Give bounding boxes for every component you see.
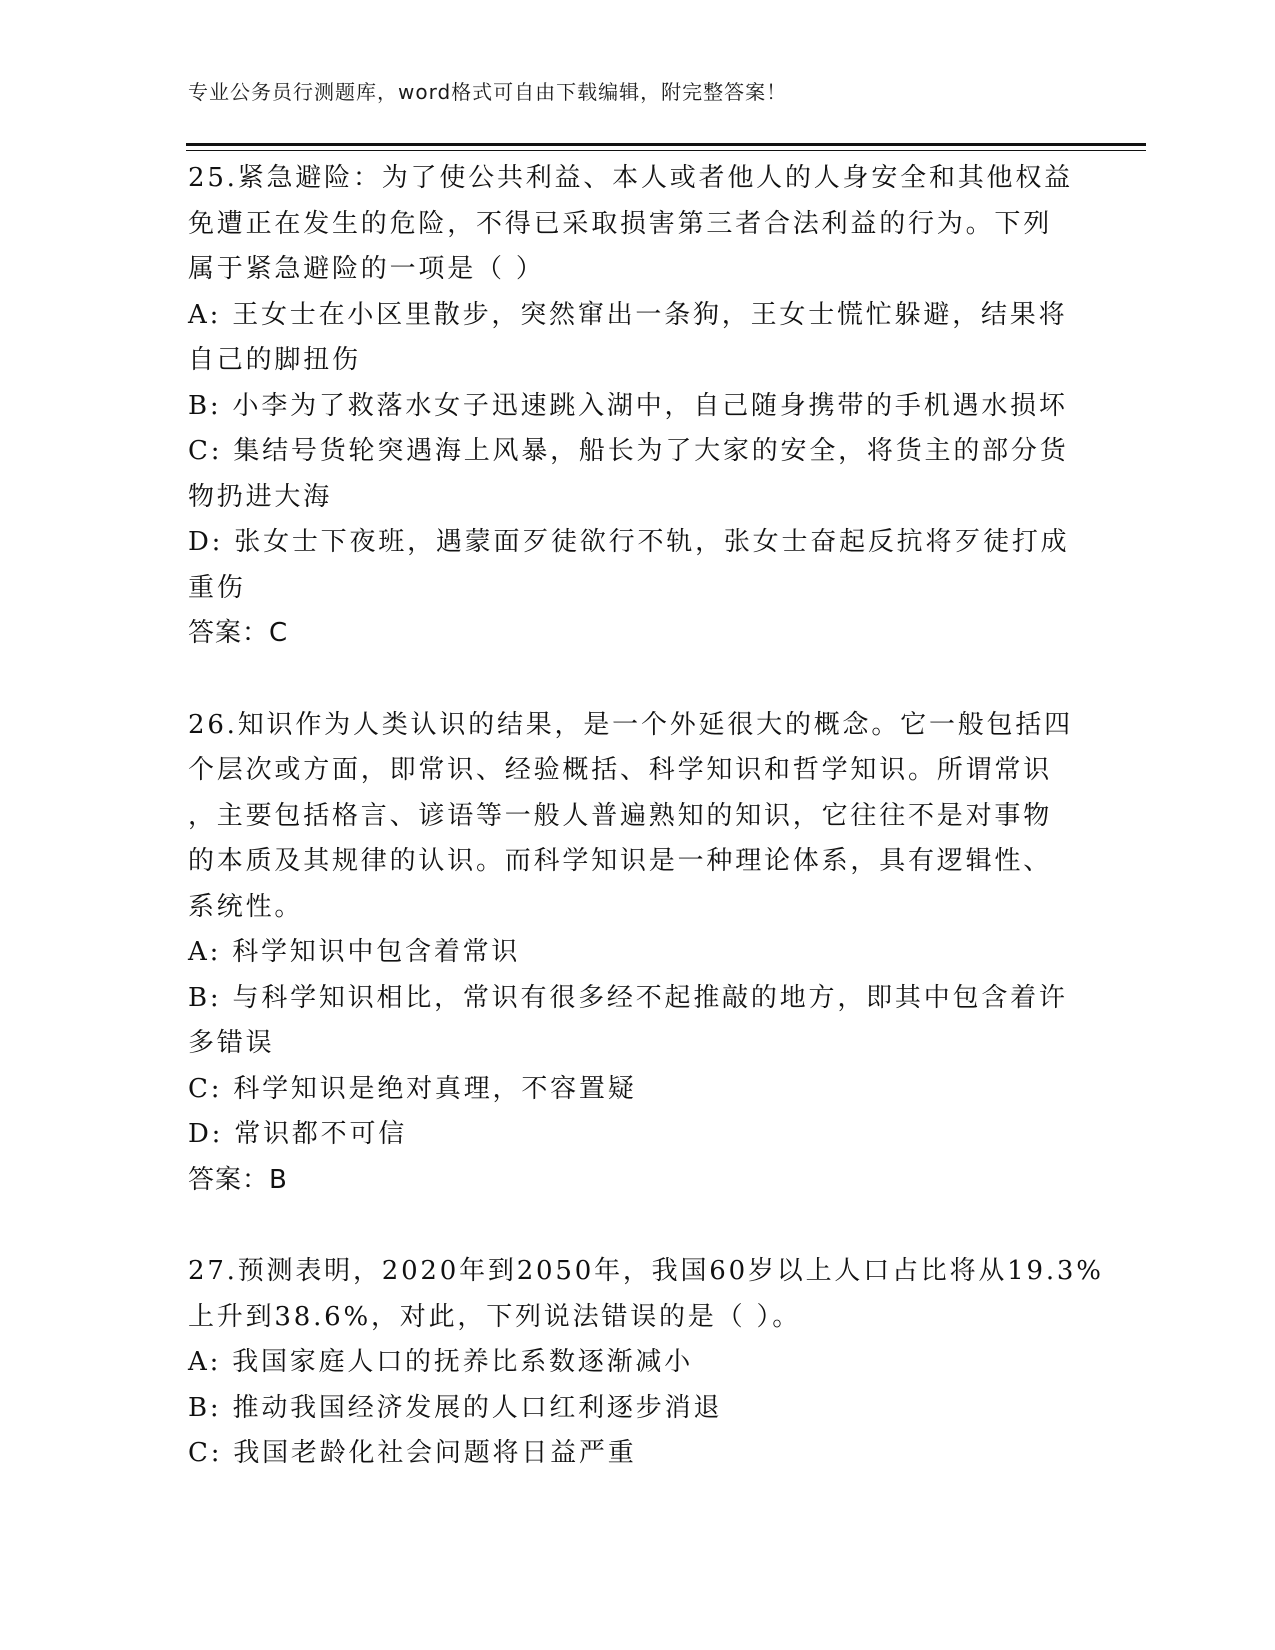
option-line: D: 张女士下夜班，遇蒙面歹徒欲行不轨，张女士奋起反抗将歹徒打成 <box>188 527 1070 557</box>
option-line: 重伤 <box>188 572 246 603</box>
question-list <box>188 156 1104 1477</box>
option-line: C: 我国老龄化社会问题将日益严重 <box>188 1438 637 1468</box>
header-rule-thin <box>186 150 1146 151</box>
question-stem-line: 26.知识作为人类认识的结果，是一个外延很大的概念。它一般包括四 <box>188 709 1073 740</box>
question-gap <box>188 1203 1068 1249</box>
option-line: A: 我国家庭人口的抚养比系数逐渐减小 <box>188 1347 694 1377</box>
option-line: 物扔进大海 <box>188 481 333 512</box>
question-stem-line: 免遭正在发生的危险，不得已采取损害第三者合法利益的行为。下列 <box>188 208 1053 239</box>
option-line: 多错误 <box>188 1028 275 1058</box>
question-26 <box>188 703 1073 1204</box>
question-gap <box>188 657 1068 703</box>
question-stem-line: 27.预测表明，2020年到2050年，我国60岁以上人口占比将从19.3% <box>188 1256 1104 1286</box>
option-line: B: 推动我国经济发展的人口红利逐步消退 <box>188 1392 723 1423</box>
question-stem-line: 个层次或方面，即常识、经验概括、科学知识和哲学知识。所谓常识 <box>188 755 1053 785</box>
option-line: A: 王女士在小区里散步，突然窜出一条狗，王女士慌忙躲避，结果将 <box>188 299 1068 330</box>
question-stem-line: ，主要包括格言、谚语等一般人普遍熟知的知识，它往往不是对事物 <box>188 800 1053 831</box>
option-line: B: 小李为了救落水女子迅速跳入湖中，自己随身携带的手机遇水损坏 <box>188 390 1068 421</box>
question-27 <box>188 1249 1104 1477</box>
option-line: A: 科学知识中包含着常识 <box>188 937 521 967</box>
option-line: B: 与科学知识相比，常识有很多经不起推敲的地方，即其中包含着许 <box>188 982 1068 1013</box>
question-stem-line: 25.紧急避险：为了使公共利益、本人或者他人的人身安全和其他权益 <box>188 163 1073 193</box>
answer-label: 答案：C <box>188 618 289 648</box>
option-line: C: 集结号货轮突遇海上风暴，船长为了大家的安全，将货主的部分货 <box>188 436 1069 466</box>
question-25 <box>188 156 1073 657</box>
option-line: C: 科学知识是绝对真理，不容置疑 <box>188 1073 637 1104</box>
question-stem-line: 系统性。 <box>188 891 304 922</box>
question-stem-line: 上升到38.6%，对此，下列说法错误的是（ ）。 <box>188 1301 802 1332</box>
header-rule <box>186 143 1146 146</box>
page-header: 专业公务员行测题库，word格式可自由下载编辑，附完整答案！ <box>188 80 788 104</box>
option-line: D: 常识都不可信 <box>188 1119 408 1149</box>
option-line: 自己的脚扭伤 <box>188 345 361 375</box>
answer-label: 答案：B <box>188 1164 288 1195</box>
question-stem-line: 属于紧急避险的一项是（ ） <box>188 254 545 284</box>
question-stem-line: 的本质及其规律的认识。而科学知识是一种理论体系，具有逻辑性、 <box>188 846 1053 876</box>
